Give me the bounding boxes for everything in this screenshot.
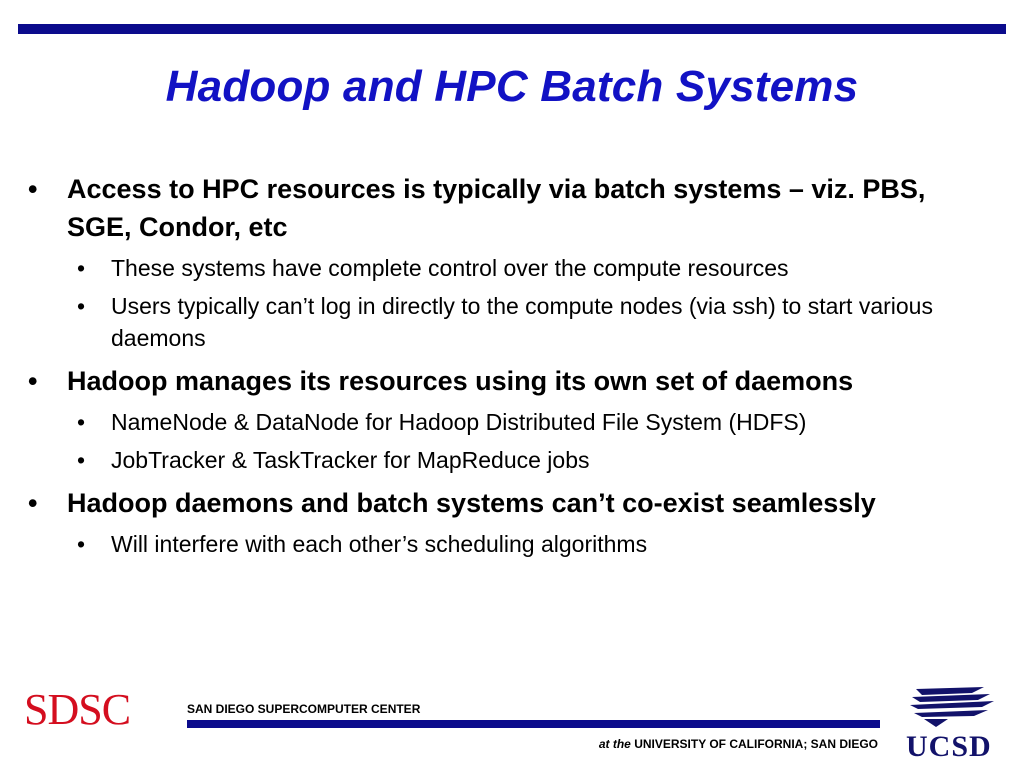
bullet-icon: • — [77, 409, 86, 435]
bullet-text: Access to HPC resources is typically via batch systems – viz. PBS, SGE, Condor, etc — [67, 174, 926, 242]
slide-content — [28, 170, 988, 560]
top-rule — [18, 24, 1006, 34]
bullet-icon: • — [77, 255, 86, 281]
bullet-icon: • — [77, 531, 86, 557]
bullet-level1 — [28, 170, 988, 246]
bullet-level2 — [28, 444, 988, 476]
university-name: UNIVERSITY OF CALIFORNIA; SAN DIEGO — [634, 737, 878, 751]
bullet-icon: • — [28, 174, 38, 204]
bullet-level1 — [28, 484, 988, 522]
bullet-level2 — [28, 528, 988, 560]
sdsc-center-name: SAN DIEGO SUPERCOMPUTER CENTER — [187, 702, 421, 716]
bullet-text: NameNode & DataNode for Hadoop Distributed File System (HDFS) — [111, 409, 807, 435]
footer-rule — [187, 720, 880, 728]
university-prefix: at the — [598, 737, 631, 751]
bullet-icon: • — [28, 366, 38, 396]
bullet-text: Users typically can’t log in directly to the compute nodes (via ssh) to start various daemons — [111, 293, 933, 351]
ucsd-logo: UCSD — [906, 730, 992, 763]
bullet-text: These systems have complete control over the compute resources — [111, 255, 789, 281]
bullet-text: Hadoop manages its resources using its own set of daemons — [67, 366, 854, 396]
bullet-text: Will interfere with each other’s scheduling algorithms — [111, 531, 648, 557]
bullet-level2 — [28, 252, 988, 284]
bullet-level2 — [28, 290, 988, 354]
bullet-text: Hadoop daemons and batch systems can’t co-exist seamlessly — [67, 488, 876, 518]
bullet-icon: • — [77, 447, 86, 473]
bullet-text: JobTracker & TaskTracker for MapReduce jobs — [111, 447, 590, 473]
slide-title: Hadoop and HPC Batch Systems — [165, 62, 859, 111]
bullet-icon: • — [28, 488, 38, 518]
bullet-level1 — [28, 362, 988, 400]
bullet-level2 — [28, 406, 988, 438]
bullet-icon: • — [77, 293, 86, 319]
university-line — [599, 737, 878, 751]
sdsc-logo: SDSC — [24, 685, 131, 734]
